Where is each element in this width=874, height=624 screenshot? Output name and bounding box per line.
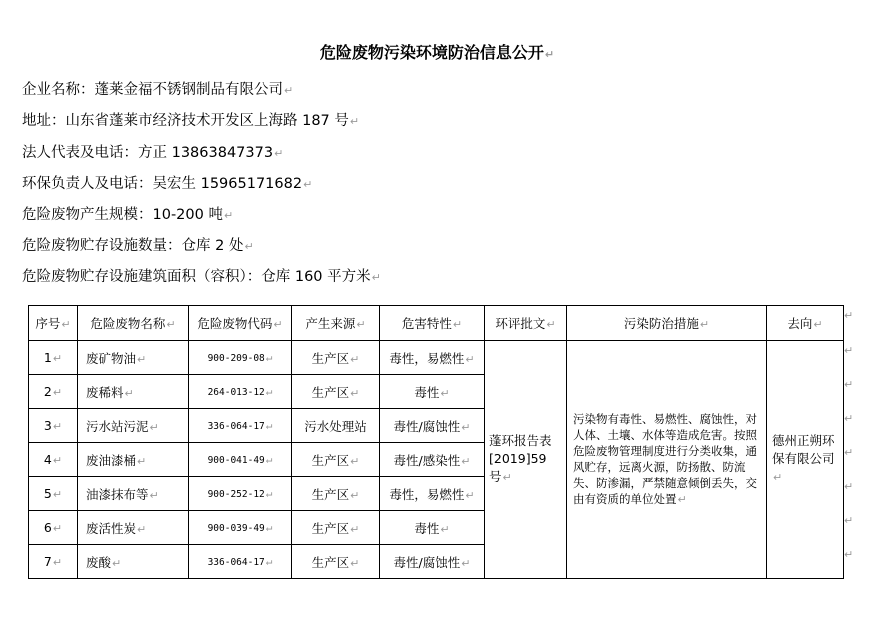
info-label: 危险废物贮存设施建筑面积（容积）： — [22, 269, 262, 285]
cell-destination: 德州正朔环保有限公司↵ — [767, 341, 844, 579]
info-label: 危险废物产生规模： — [22, 207, 153, 223]
row-end-mark-icon: ↵ — [844, 344, 854, 357]
waste-scale-line — [22, 203, 233, 224]
info-value: 仓库 160 平方米 — [261, 269, 371, 285]
hazardous-waste-table — [28, 305, 844, 579]
info-value: 蓬莱金福不锈钢制品有限公司 — [94, 82, 283, 98]
cell-source: 生产区↵ — [292, 545, 380, 579]
cell-hazard: 毒性/腐蚀性↵ — [380, 545, 485, 579]
cell-source: 生产区↵ — [292, 477, 380, 511]
cell-code: 900-041-49↵ — [189, 443, 292, 477]
cell-source: 生产区↵ — [292, 375, 380, 409]
cell-hazard: 毒性，易燃性↵ — [380, 477, 485, 511]
paragraph-mark-icon: ↵ — [244, 240, 254, 253]
info-value: 吴宏生 15965171682 — [152, 176, 303, 192]
header-source: 产生来源↵ — [292, 306, 380, 341]
info-value: 10-200 吨 — [152, 207, 223, 223]
legal-rep-line — [22, 141, 283, 162]
cell-code: 900-252-12↵ — [189, 477, 292, 511]
row-end-mark-icon: ↵ — [844, 378, 854, 391]
header-destination: 去向↵ — [767, 306, 844, 341]
address-line — [22, 109, 359, 130]
row-end-mark-icon: ↵ — [844, 514, 854, 527]
row-end-mark-icon: ↵ — [844, 480, 854, 493]
cell-source: 污水处理站 — [292, 409, 380, 443]
cell-no: 5↵ — [29, 477, 78, 511]
cell-source: 生产区↵ — [292, 341, 380, 375]
header-hazard: 危害特性↵ — [380, 306, 485, 341]
cell-no: 7↵ — [29, 545, 78, 579]
table-header-row — [29, 306, 844, 341]
cell-name: 废活性炭↵ — [78, 511, 189, 545]
header-approval: 环评批文↵ — [485, 306, 567, 341]
row-end-mark-icon: ↵ — [844, 309, 854, 322]
header-no: 序号↵ — [29, 306, 78, 341]
cell-no: 6↵ — [29, 511, 78, 545]
cell-hazard: 毒性/腐蚀性↵ — [380, 409, 485, 443]
cell-name: 废酸↵ — [78, 545, 189, 579]
info-label: 地址： — [22, 113, 66, 129]
paragraph-mark-icon: ↵ — [223, 209, 234, 222]
cell-source: 生产区↵ — [292, 511, 380, 545]
page-title: 危险废物污染环境防治信息公开↵ — [319, 43, 555, 62]
cell-name: 污水站污泥↵ — [78, 409, 189, 443]
cell-name: 油漆抹布等↵ — [78, 477, 189, 511]
info-value: 山东省蓬莱市经济技术开发区上海路 187 号 — [65, 113, 349, 129]
header-waste-name: 危险废物名称↵ — [78, 306, 189, 341]
info-label: 企业名称： — [22, 82, 95, 98]
cell-code: 336-064-17↵ — [189, 545, 292, 579]
paragraph-mark-icon: ↵ — [284, 84, 294, 97]
cell-hazard: 毒性，易燃性↵ — [380, 341, 485, 375]
cell-no: 1↵ — [29, 341, 78, 375]
cell-no: 2↵ — [29, 375, 78, 409]
cell-approval: 蓬环报告表[2019]59 号↵ — [485, 341, 567, 579]
storage-area-line — [22, 265, 381, 286]
row-end-mark-icon: ↵ — [844, 412, 854, 425]
cell-name: 废矿物油↵ — [78, 341, 189, 375]
paragraph-mark-icon: ↵ — [303, 178, 313, 191]
cell-hazard: 毒性↵ — [380, 511, 485, 545]
cell-code: 336-064-17↵ — [189, 409, 292, 443]
cell-name: 废稀料↵ — [78, 375, 189, 409]
cell-code: 264-013-12↵ — [189, 375, 292, 409]
cell-hazard: 毒性↵ — [380, 375, 485, 409]
header-measures: 污染防治措施↵ — [567, 306, 767, 341]
company-name-line — [22, 78, 293, 99]
info-label: 环保负责人及电话： — [22, 176, 153, 192]
row-end-mark-icon: ↵ — [844, 548, 854, 561]
header-waste-code: 危险废物代码↵ — [189, 306, 292, 341]
info-value: 方正 13863847373 — [138, 145, 274, 161]
info-value: 仓库 2 处 — [181, 238, 244, 254]
info-label: 法人代表及电话： — [22, 145, 138, 161]
info-label: 危险废物贮存设施数量： — [22, 238, 182, 254]
paragraph-mark-icon: ↵ — [544, 48, 555, 61]
cell-source: 生产区↵ — [292, 443, 380, 477]
cell-name: 废油漆桶↵ — [78, 443, 189, 477]
env-manager-line — [22, 172, 312, 193]
table-row — [29, 341, 844, 375]
paragraph-mark-icon: ↵ — [274, 147, 284, 160]
cell-hazard: 毒性/感染性↵ — [380, 443, 485, 477]
paragraph-mark-icon: ↵ — [371, 271, 381, 284]
storage-count-line — [22, 234, 254, 255]
paragraph-mark-icon: ↵ — [349, 115, 360, 128]
row-end-mark-icon: ↵ — [844, 446, 854, 459]
cell-measures: 污染物有毒性、易燃性、腐蚀性，对人体、土壤、水体等造成危害。按照危险废物管理制度进行分类收集，通风贮存，远离火源，防扬散、防流失、防渗漏，严禁随意倾倒丢失，交由有资质的单位处置↵ — [567, 341, 767, 579]
cell-no: 4↵ — [29, 443, 78, 477]
cell-no: 3↵ — [29, 409, 78, 443]
cell-code: 900-039-49↵ — [189, 511, 292, 545]
cell-code: 900-209-08↵ — [189, 341, 292, 375]
